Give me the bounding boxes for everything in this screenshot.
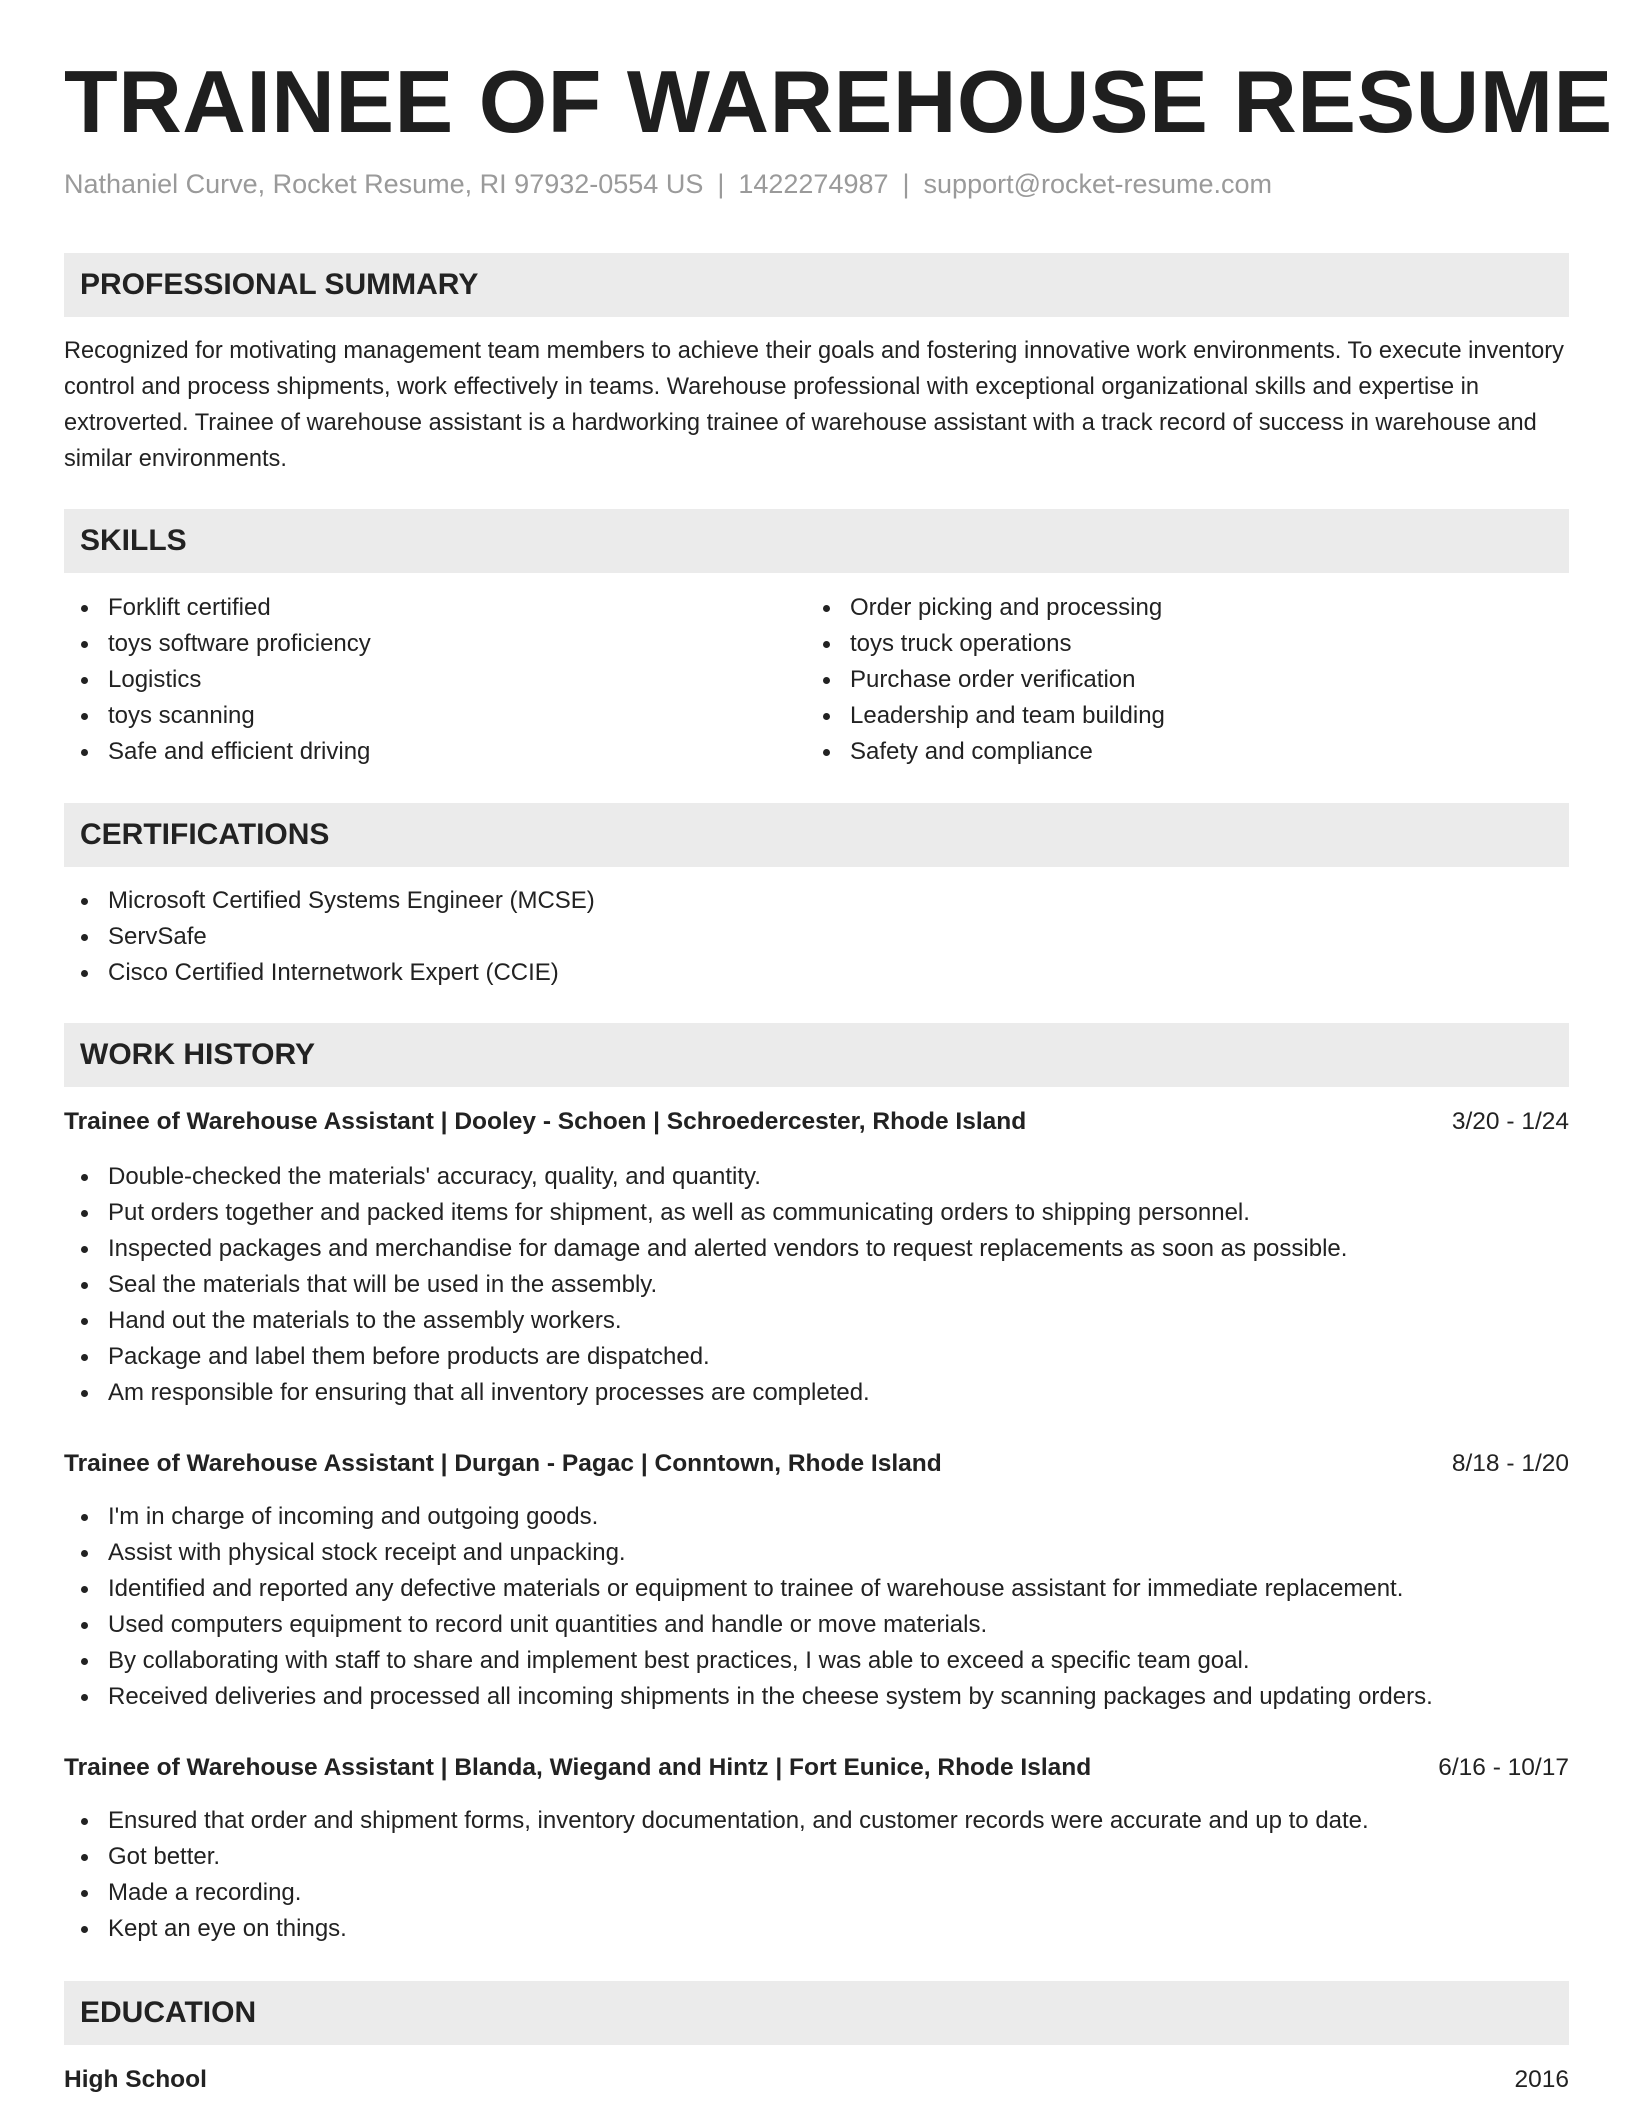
summary-text: Recognized for motivating management team members to achieve their goals and fostering innovative work environments. To execute inventory control and process shipments, work effectively in teams. Warehouse professional with exceptional organizational skills and expertise in extroverted. Trainee of warehouse assistant is a hardworking trainee of warehouse assistant with a track record of success in warehouse and similar environments.	[64, 338, 1564, 472]
skill-item: toys truck operations	[806, 626, 1165, 662]
section-header-skills	[64, 509, 1569, 573]
job-title: Trainee of Warehouse Assistant | Blanda, Wiegand and Hintz | Fort Eunice, Rhode Island	[64, 1754, 1092, 1781]
section-header-certifications	[64, 803, 1569, 867]
section-heading: SKILLS	[80, 524, 187, 557]
job-bullet: Kept an eye on things.	[64, 1911, 1369, 1947]
job-dates: 3/20 - 1/24	[1451, 1108, 1569, 1135]
job-bullet: Seal the materials that will be used in the assembly.	[64, 1267, 1347, 1303]
contact-address: Nathaniel Curve, Rocket Resume, RI 97932-0554 US	[64, 169, 704, 199]
job-bullet: Hand out the materials to the assembly workers.	[64, 1303, 1347, 1339]
skill-item: toys software proficiency	[64, 626, 371, 662]
skill-item: Purchase order verification	[806, 662, 1165, 698]
skill-item: Safety and compliance	[806, 734, 1165, 770]
job-bullet: Package and label them before products are dispatched.	[64, 1339, 1347, 1375]
job-bullets	[64, 1803, 1369, 1947]
education-entry	[64, 2062, 1569, 2098]
section-heading: PROFESSIONAL SUMMARY	[80, 268, 479, 301]
section-header-work-history	[64, 1023, 1569, 1087]
contact-line	[64, 166, 1272, 202]
section-header-summary	[64, 253, 1569, 317]
skill-item: Logistics	[64, 662, 371, 698]
skill-item: Leadership and team building	[806, 698, 1165, 734]
job-bullet: Ensured that order and shipment forms, inventory documentation, and customer records were accurate and up to date.	[64, 1803, 1369, 1839]
section-heading: EDUCATION	[80, 1996, 257, 2029]
job-bullet: Double-checked the materials' accuracy, quality, and quantity.	[64, 1159, 1347, 1195]
job-bullet: Got better.	[64, 1839, 1369, 1875]
contact-separator: |	[717, 169, 725, 199]
job-title: Trainee of Warehouse Assistant | Dooley - Schoen | Schroedercester, Rhode Island	[64, 1108, 1027, 1135]
skill-item: Forklift certified	[64, 590, 371, 626]
job-bullet: Assist with physical stock receipt and unpacking.	[64, 1535, 1433, 1571]
job-bullet: Inspected packages and merchandise for damage and alerted vendors to request replacements as soon as possible.	[64, 1231, 1347, 1267]
section-header-education	[64, 1981, 1569, 2045]
job-bullet: Made a recording.	[64, 1875, 1369, 1911]
skills-list-left	[64, 590, 371, 770]
job-header	[64, 1446, 1569, 1482]
job-header	[64, 1750, 1569, 1786]
job-bullets	[64, 1159, 1347, 1411]
contact-email: support@rocket-resume.com	[923, 169, 1273, 199]
job-title: Trainee of Warehouse Assistant | Durgan - Pagac | Conntown, Rhode Island	[64, 1450, 942, 1477]
skills-list-right	[806, 590, 1165, 770]
job-bullet: Am responsible for ensuring that all inventory processes are completed.	[64, 1375, 1347, 1411]
education-degree: High School	[64, 2066, 207, 2093]
section-heading: CERTIFICATIONS	[80, 818, 330, 851]
skill-item: Order picking and processing	[806, 590, 1165, 626]
job-bullet: Used computers equipment to record unit quantities and handle or move materials.	[64, 1607, 1433, 1643]
job-header	[64, 1104, 1569, 1140]
section-heading: WORK HISTORY	[80, 1038, 316, 1071]
job-dates: 8/18 - 1/20	[1451, 1450, 1569, 1477]
job-bullet: I'm in charge of incoming and outgoing goods.	[64, 1499, 1433, 1535]
certification-item: ServSafe	[64, 919, 595, 955]
skill-item: toys scanning	[64, 698, 371, 734]
certification-item: Microsoft Certified Systems Engineer (MCSE)	[64, 883, 595, 919]
skill-item: Safe and efficient driving	[64, 734, 371, 770]
job-bullet: Put orders together and packed items for shipment, as well as communicating orders to shipping personnel.	[64, 1195, 1347, 1231]
job-dates: 6/16 - 10/17	[1438, 1754, 1569, 1781]
job-bullets	[64, 1499, 1433, 1715]
education-year: 2016	[1514, 2066, 1569, 2093]
job-bullet: By collaborating with staff to share and implement best practices, I was able to exceed a specific team goal.	[64, 1643, 1433, 1679]
certification-item: Cisco Certified Internetwork Expert (CCIE)	[64, 955, 595, 991]
resume-title: TRAINEE OF WAREHOUSE RESUME	[64, 52, 1613, 151]
job-bullet: Identified and reported any defective materials or equipment to trainee of warehouse assistant for immediate replacement.	[64, 1571, 1433, 1607]
job-bullet: Received deliveries and processed all incoming shipments in the cheese system by scanning packages and updating orders.	[64, 1679, 1433, 1715]
certifications-list	[64, 883, 595, 991]
contact-separator: |	[902, 169, 910, 199]
contact-phone: 1422274987	[738, 169, 889, 199]
